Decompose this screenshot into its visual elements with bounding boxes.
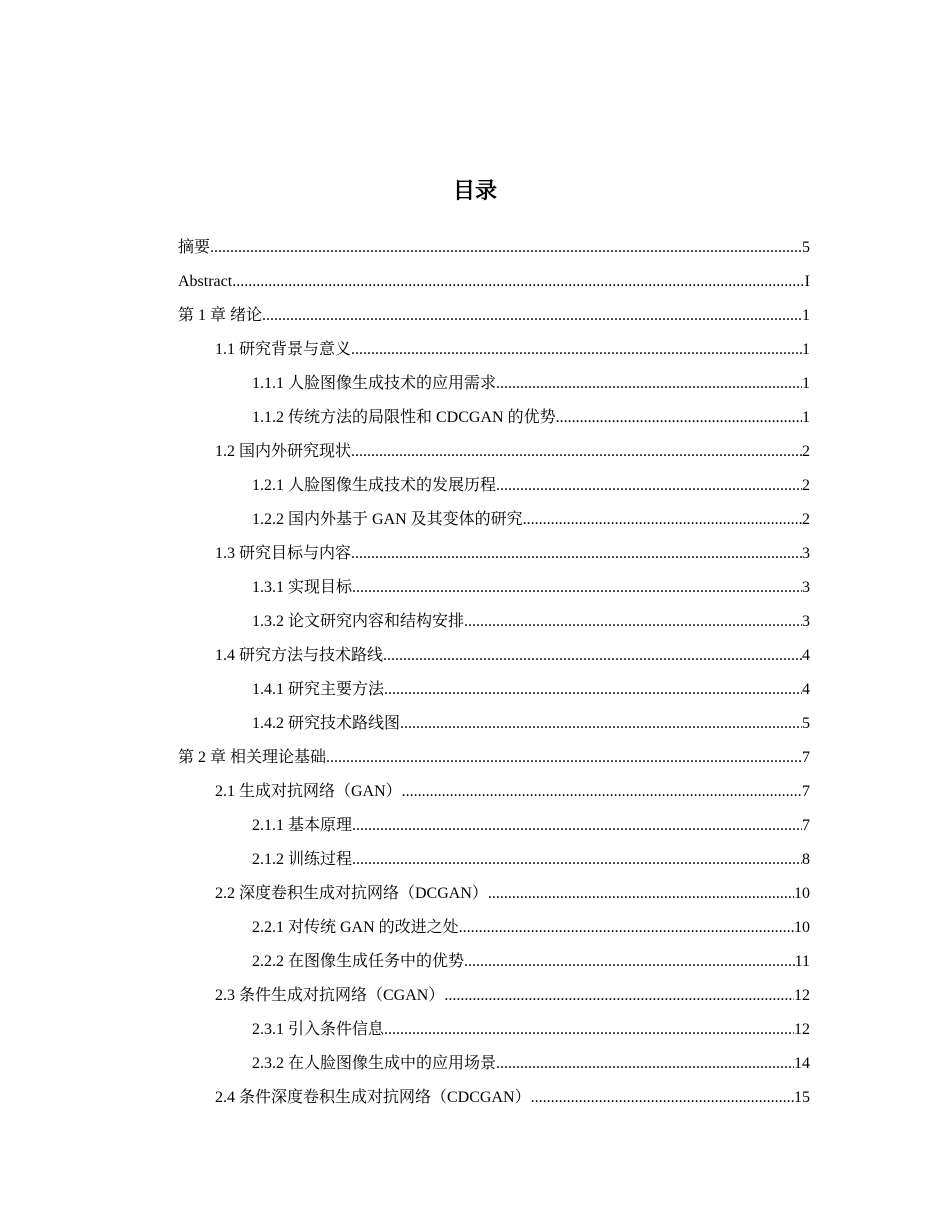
toc-entry-title: 第 1 章 绪论: [178, 307, 263, 324]
toc-dot-leader: [384, 673, 802, 707]
toc-dot-leader: [210, 231, 802, 265]
toc-entry-title: Abstract: [178, 273, 233, 290]
page-title: 目录: [452, 179, 497, 204]
toc-entry-title: 2.1.2 训练过程: [252, 851, 353, 868]
toc-entry[interactable]: [178, 775, 810, 809]
toc-entry[interactable]: [178, 945, 810, 979]
toc-page-number: 11: [794, 953, 810, 970]
toc-page-number: 1: [802, 341, 810, 358]
toc-entry-title: 1.2 国内外研究现状: [215, 443, 352, 460]
toc-entry-title: 2.4 条件深度卷积生成对抗网络（CDCGAN）: [215, 1089, 531, 1106]
toc-dot-leader: [444, 979, 794, 1013]
toc-dot-leader: [383, 639, 802, 673]
toc-dot-leader: [496, 469, 802, 503]
table-of-contents: [178, 231, 810, 1115]
toc-page-number: 3: [802, 579, 810, 596]
toc-entry[interactable]: [178, 1081, 810, 1115]
toc-entry[interactable]: [178, 333, 810, 367]
toc-page-number: 3: [802, 613, 810, 630]
toc-page-number: 5: [802, 239, 810, 256]
toc-entry[interactable]: [178, 741, 810, 775]
toc-entry-title: 1.2.2 国内外基于 GAN 及其变体的研究: [252, 511, 523, 528]
toc-page-number: 14: [794, 1055, 810, 1072]
toc-entry-title: 2.2.1 对传统 GAN 的改进之处: [252, 919, 459, 936]
toc-entry-title: 1.1 研究背景与意义: [215, 341, 352, 358]
toc-entry-title: 1.4.1 研究主要方法: [252, 681, 385, 698]
toc-entry[interactable]: [178, 911, 810, 945]
toc-page-number: 5: [802, 715, 810, 732]
toc-page-number: I: [804, 273, 810, 290]
toc-dot-leader: [384, 1013, 794, 1047]
toc-dot-leader: [352, 809, 802, 843]
toc-entry-title: 第 2 章 相关理论基础: [178, 749, 327, 766]
toc-entry-title: 1.3.1 实现目标: [252, 579, 353, 596]
toc-page-number: 7: [802, 749, 810, 766]
toc-entry[interactable]: [178, 571, 810, 605]
toc-dot-leader: [464, 605, 802, 639]
toc-entry[interactable]: [178, 707, 810, 741]
toc-page-number: 7: [802, 817, 810, 834]
toc-dot-leader: [400, 707, 802, 741]
toc-page-number: 4: [802, 681, 810, 698]
toc-entry[interactable]: [178, 979, 810, 1013]
toc-page-number: 1: [802, 375, 810, 392]
toc-entry-title: 1.2.1 人脸图像生成技术的发展历程: [252, 477, 497, 494]
toc-dot-leader: [488, 877, 794, 911]
toc-entry-title: 摘要: [178, 239, 211, 256]
toc-entry-title: 1.3 研究目标与内容: [215, 545, 352, 562]
toc-dot-leader: [352, 571, 802, 605]
toc-page-number: 7: [802, 783, 810, 800]
toc-dot-leader: [496, 1047, 794, 1081]
toc-page-number: 12: [794, 1021, 810, 1038]
toc-entry-title: 1.4.2 研究技术路线图: [252, 715, 401, 732]
toc-page-number: 2: [802, 477, 810, 494]
toc-entry-title: 2.1.1 基本原理: [252, 817, 353, 834]
toc-page-number: 10: [794, 885, 810, 902]
toc-entry[interactable]: [178, 605, 810, 639]
toc-dot-leader: [523, 503, 802, 537]
toc-page-number: 15: [794, 1089, 810, 1106]
toc-entry[interactable]: [178, 843, 810, 877]
toc-dot-leader: [232, 265, 804, 299]
toc-page-number: 2: [802, 511, 810, 528]
toc-entry[interactable]: [178, 469, 810, 503]
toc-entry[interactable]: [178, 877, 810, 911]
toc-dot-leader: [351, 537, 802, 571]
toc-entry-title: 1.4 研究方法与技术路线: [215, 647, 384, 664]
toc-dot-leader: [496, 367, 802, 401]
toc-entry[interactable]: [178, 503, 810, 537]
toc-entry[interactable]: [178, 299, 810, 333]
toc-dot-leader: [402, 775, 802, 809]
toc-entry-title: 2.3.1 引入条件信息: [252, 1021, 385, 1038]
toc-page-number: 3: [802, 545, 810, 562]
toc-entry[interactable]: [178, 367, 810, 401]
toc-entry[interactable]: [178, 673, 810, 707]
toc-dot-leader: [531, 1081, 794, 1115]
toc-entry-title: 2.2.2 在图像生成任务中的优势: [252, 953, 465, 970]
toc-entry[interactable]: [178, 1013, 810, 1047]
toc-dot-leader: [262, 299, 802, 333]
toc-entry-title: 2.3.2 在人脸图像生成中的应用场景: [252, 1055, 497, 1072]
toc-entry[interactable]: [178, 537, 810, 571]
toc-dot-leader: [351, 333, 802, 367]
toc-page-number: 12: [794, 987, 810, 1004]
toc-dot-leader: [556, 401, 802, 435]
toc-entry[interactable]: [178, 435, 810, 469]
toc-entry[interactable]: [178, 1047, 810, 1081]
toc-page-number: 1: [802, 409, 810, 426]
toc-entry[interactable]: [178, 401, 810, 435]
toc-entry-title: 2.2 深度卷积生成对抗网络（DCGAN）: [215, 885, 488, 902]
toc-dot-leader: [459, 911, 794, 945]
toc-page-number: 2: [802, 443, 810, 460]
toc-entry-title: 2.3 条件生成对抗网络（CGAN）: [215, 987, 445, 1004]
toc-entry[interactable]: [178, 231, 810, 265]
toc-page-number: 4: [802, 647, 810, 664]
toc-entry-title: 1.1.1 人脸图像生成技术的应用需求: [252, 375, 497, 392]
toc-entry[interactable]: [178, 265, 810, 299]
toc-entry-title: 1.3.2 论文研究内容和结构安排: [252, 613, 465, 630]
toc-page-number: 8: [802, 851, 810, 868]
toc-entry[interactable]: [178, 639, 810, 673]
toc-dot-leader: [464, 945, 795, 979]
toc-dot-leader: [326, 741, 802, 775]
toc-entry[interactable]: [178, 809, 810, 843]
toc-page-number: 10: [794, 919, 810, 936]
toc-entry-title: 1.1.2 传统方法的局限性和 CDCGAN 的优势: [252, 409, 556, 426]
toc-dot-leader: [352, 843, 802, 877]
toc-dot-leader: [351, 435, 802, 469]
toc-page-number: 1: [802, 307, 810, 324]
toc-entry-title: 2.1 生成对抗网络（GAN）: [215, 783, 402, 800]
